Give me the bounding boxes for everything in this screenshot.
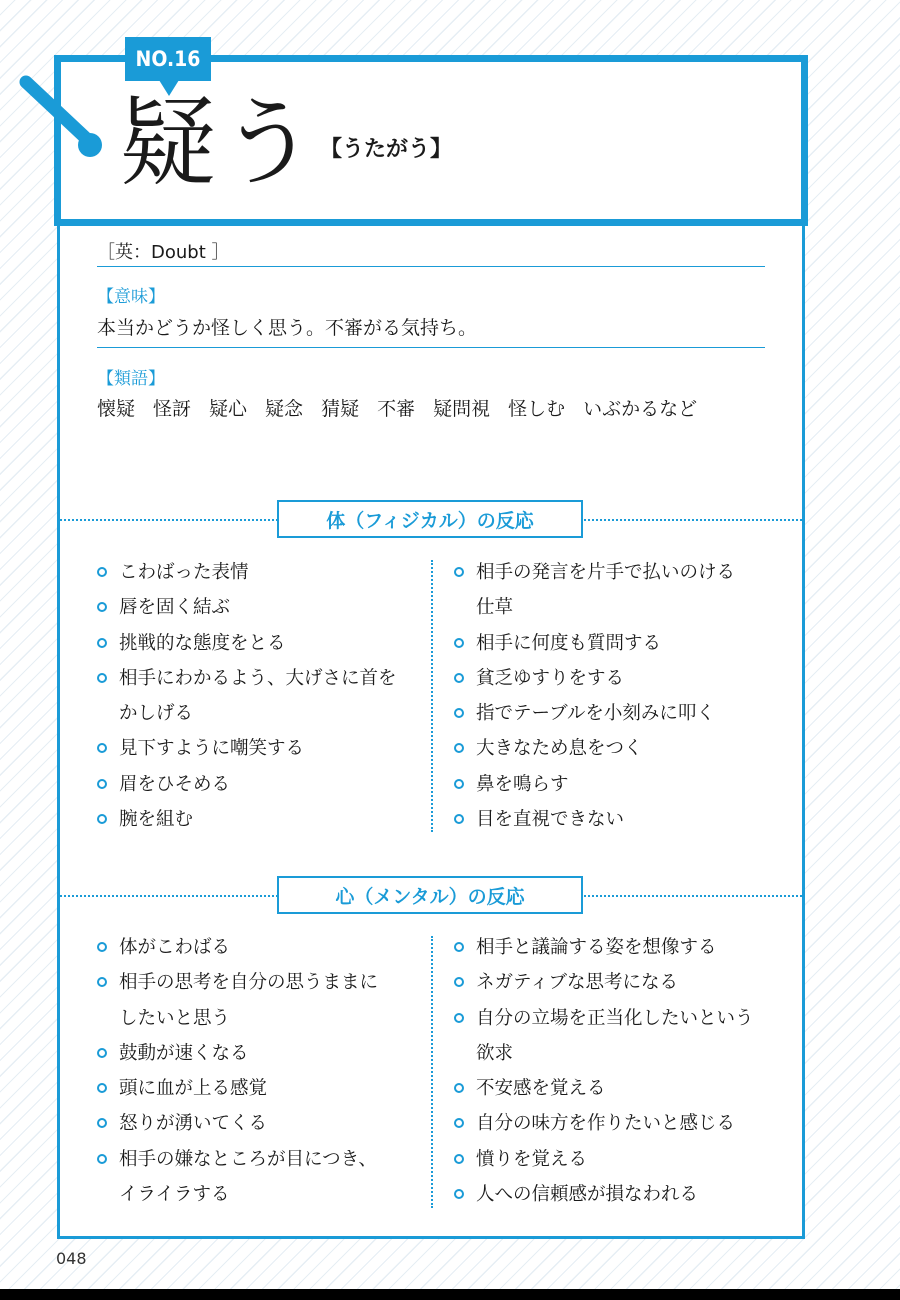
- list-item: 指でテーブルを小刻みに叩く: [454, 696, 735, 731]
- list-item-continuation: 欲求: [476, 1042, 514, 1064]
- bullet-icon: [97, 602, 107, 612]
- synonym-item: 猜疑: [321, 398, 360, 420]
- list-item: 不安感を覚える: [454, 1071, 754, 1106]
- list-item: 自分の味方を作りたいと感じる: [454, 1106, 754, 1141]
- bullet-icon: [454, 1189, 464, 1199]
- synonym-item: 怪しむ: [508, 398, 566, 420]
- list-item: 目を直視できない: [454, 802, 735, 837]
- synonym-item: 不審: [377, 398, 416, 420]
- synonyms-list: [97, 394, 697, 421]
- list-item-continuation: したいと思う: [119, 1007, 231, 1029]
- bullet-icon: [97, 814, 107, 824]
- bullet-icon: [454, 1118, 464, 1128]
- bullet-icon: [454, 638, 464, 648]
- bullet-icon: [454, 567, 464, 577]
- bullet-icon: [454, 779, 464, 789]
- bullet-icon: [97, 743, 107, 753]
- synonym-item: 疑念: [265, 398, 304, 420]
- list-item: 挑戦的な態度をとる: [97, 626, 397, 661]
- page-title: 疑う: [120, 87, 320, 199]
- list-item: 相手の発言を片手で払いのける: [454, 555, 735, 590]
- list-item-continuation: イライラする: [119, 1184, 230, 1206]
- bullet-icon: [97, 1083, 107, 1093]
- list-item: 腕を組む: [97, 802, 397, 837]
- entry-number-badge: NO.16: [125, 37, 211, 81]
- list-item: ネガティブな思考になる: [454, 965, 754, 1000]
- list-item: 自分の立場を正当化したいという: [454, 1001, 754, 1036]
- synonym-item: 疑心: [209, 398, 248, 420]
- list-item: 相手に何度も質問する: [454, 626, 735, 661]
- list-item: 体がこわばる: [97, 930, 378, 965]
- mental-list-right: [454, 930, 754, 1212]
- pointer-decoration: [0, 0, 130, 180]
- list-item-continuation: かしげる: [119, 703, 194, 725]
- bullet-icon: [454, 1154, 464, 1164]
- mental-list-left: [97, 930, 378, 1212]
- bullet-icon: [97, 638, 107, 648]
- bullet-icon: [97, 567, 107, 577]
- synonym-item: 疑問視: [433, 398, 491, 420]
- english-translation: ［英：Doubt ］: [97, 242, 230, 263]
- bullet-icon: [97, 1154, 107, 1164]
- list-item: 憤りを覚える: [454, 1142, 754, 1177]
- bullet-icon: [97, 673, 107, 683]
- list-item: 怒りが湧いてくる: [97, 1106, 378, 1141]
- list-item: 見下すように嘲笑する: [97, 731, 397, 766]
- bullet-icon: [454, 743, 464, 753]
- mental-section-title: 心（メンタル）の反応: [277, 876, 583, 914]
- list-item: 眉をひそめる: [97, 767, 397, 802]
- synonyms-label: 【類語】: [97, 369, 165, 389]
- column-divider: [431, 560, 433, 832]
- list-item-continuation: 仕草: [476, 597, 514, 619]
- bullet-icon: [454, 708, 464, 718]
- bullet-icon: [97, 1048, 107, 1058]
- bullet-icon: [454, 1083, 464, 1093]
- list-item: 鼻を鳴らす: [454, 767, 735, 802]
- meaning-text: 本当かどうか怪しく思う。不審がる気持ち。: [97, 317, 478, 339]
- physical-section-title: 体（フィジカル）の反応: [277, 500, 583, 538]
- synonym-item: 懐疑: [97, 398, 136, 420]
- synonym-item: 怪訝: [153, 398, 192, 420]
- divider-line: [97, 347, 765, 348]
- bullet-icon: [454, 942, 464, 952]
- bullet-icon: [454, 977, 464, 987]
- bullet-icon: [97, 779, 107, 789]
- bullet-icon: [454, 1013, 464, 1023]
- title-reading: 【うたがう】: [320, 136, 453, 162]
- synonym-item: いぶかるなど: [583, 398, 698, 420]
- physical-list-right: [454, 555, 735, 837]
- bullet-icon: [97, 942, 107, 952]
- list-item: 貧乏ゆすりをする: [454, 661, 735, 696]
- bottom-edge-bar: [0, 1289, 900, 1300]
- column-divider: [431, 936, 433, 1208]
- list-item: 唇を固く結ぶ: [97, 590, 397, 625]
- divider-line: [97, 266, 765, 267]
- bullet-icon: [97, 977, 107, 987]
- bullet-icon: [454, 814, 464, 824]
- list-item: 相手の嫌なところが目につき、: [97, 1142, 378, 1177]
- list-item: 相手にわかるよう、大げさに首を: [97, 661, 397, 696]
- physical-list-left: [97, 555, 397, 837]
- list-item: 大きなため息をつく: [454, 731, 735, 766]
- bullet-icon: [97, 1118, 107, 1128]
- list-item: 頭に血が上る感覚: [97, 1071, 378, 1106]
- meaning-label: 【意味】: [97, 287, 165, 307]
- list-item: 人への信頼感が損なわれる: [454, 1177, 754, 1212]
- list-item: こわばった表情: [97, 555, 397, 590]
- bullet-icon: [454, 673, 464, 683]
- list-item: 鼓動が速くなる: [97, 1036, 378, 1071]
- page-number: 048: [56, 1249, 87, 1268]
- list-item: 相手と議論する姿を想像する: [454, 930, 754, 965]
- list-item: 相手の思考を自分の思うままに: [97, 965, 378, 1000]
